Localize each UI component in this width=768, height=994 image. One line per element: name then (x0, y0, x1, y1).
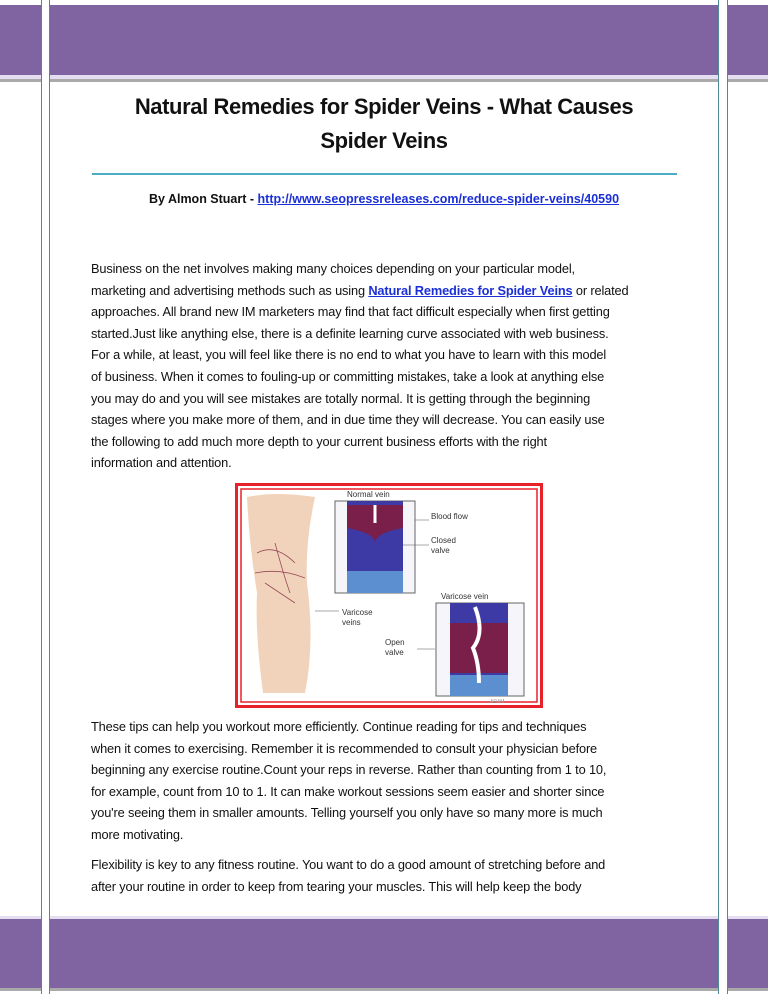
text-line: of business. When it comes to fouling-up or committing mistakes, take a look at anything else (91, 368, 605, 384)
paragraph-1 (91, 258, 691, 474)
remedies-link[interactable]: Natural Remedies for Spider Veins (368, 282, 573, 298)
text: or related (572, 282, 629, 298)
page-title (60, 90, 708, 158)
right-margin-strip (719, 0, 727, 994)
source-link[interactable]: http://www.seopressreleases.com/reduce-spider-veins/40590 (257, 192, 620, 206)
text-line: started.Just like anything else, there is a definite learning curve associated with web business. (91, 325, 609, 341)
title-line: Natural Remedies for Spider Veins - What Causes (134, 94, 634, 119)
text-line: Flexibility is key to any fitness routine. You want to do a good amount of stretching before and (91, 857, 606, 872)
header-band (0, 5, 768, 79)
label-closed: Closed (431, 536, 456, 545)
title-line: Spider Veins (320, 128, 448, 153)
text-line (91, 280, 691, 302)
paragraph-2 (91, 716, 691, 846)
label-varicose-vein: Varicose vein (441, 592, 489, 601)
text-line: For a while, at least, you will feel like there is no end to what you have to learn with this model (91, 347, 607, 363)
label-veins: veins (342, 618, 361, 627)
text: marketing and advertising methods such as using (91, 282, 369, 298)
label-open: Open (385, 638, 405, 647)
header-shadow (0, 79, 768, 82)
margin-line (718, 0, 719, 994)
footer-shadow (0, 988, 768, 991)
label-open-valve: valve (385, 648, 404, 657)
text-line: These tips can help you workout more efficiently. Continue reading for tips and techniques (91, 719, 587, 734)
text-line: you may do and you will see mistakes are totally normal. It is getting through the beginning (91, 390, 591, 406)
text-line: the following to add much more depth to your current business efforts with the right (91, 433, 547, 449)
text-line: you're seeing them in smaller amounts. Telling yourself you only have so many more is much (91, 805, 603, 821)
footer-band (0, 916, 768, 990)
label-closed-valve: valve (431, 546, 450, 555)
title-divider (92, 173, 677, 175)
left-margin-strip (42, 0, 49, 994)
label-credit: ADAM (490, 699, 505, 705)
margin-line (49, 0, 50, 994)
text-line: more motivating. (91, 826, 184, 842)
text-line: after your routine in order to keep from tearing your muscles. This will help keep the body (91, 878, 582, 894)
text-line: information and attention. (91, 455, 232, 471)
text-line: beginning any exercise routine.Count your reps in reverse. Rather than counting from 1 to 10, (91, 762, 607, 778)
varicose-vein-illustration (235, 483, 543, 708)
label-blood-flow: Blood flow (431, 512, 468, 521)
text-line: when it comes to exercising. Remember it is recommended to consult your physician before (91, 740, 598, 756)
label-varicose: Varicose (342, 608, 373, 617)
margin-line (727, 0, 728, 994)
label-normal-vein: Normal vein (347, 490, 390, 499)
byline (60, 192, 708, 206)
text-line: Business on the net involves making many choices depending on your particular model, (91, 261, 575, 276)
text-line: stages where you make more of them, and in due time they will decrease. You can easily use (91, 412, 605, 428)
margin-line (41, 0, 42, 994)
text-line: for example, count from 10 to 1. It can make workout sessions seem easier and shorter since (91, 783, 605, 799)
author: By Almon Stuart - (148, 192, 258, 206)
text-line: approaches. All brand new IM marketers may find that fact difficult especially when first getting (91, 304, 610, 320)
paragraph-3 (91, 854, 691, 897)
